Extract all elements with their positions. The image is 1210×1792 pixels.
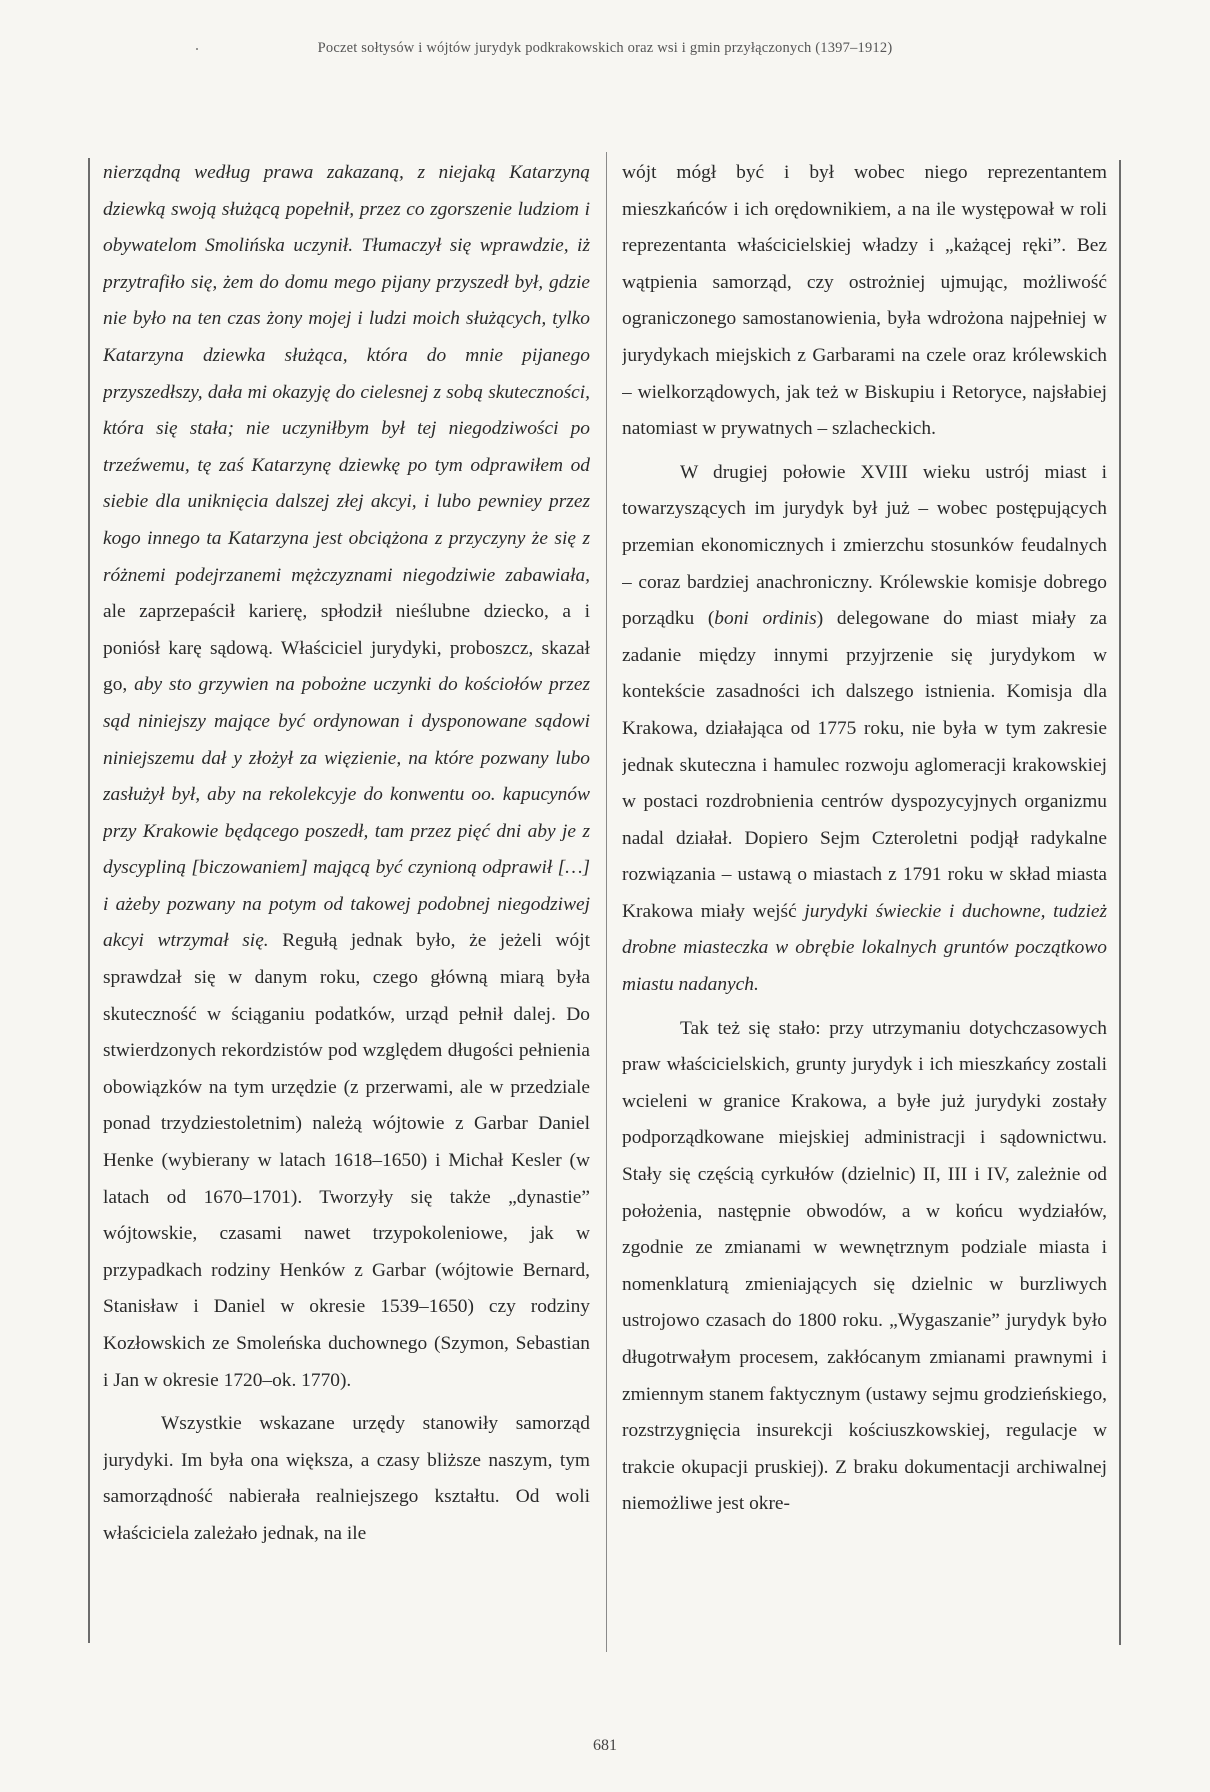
left-margin-rule	[88, 158, 90, 1643]
text-run: Wszystkie wskazane urzędy stanowiły samorząd jurydyki. Im była ona większa, a czasy bliższe naszym, tym samorządność nabierała realniejszego kształtu. Od woli właściciela zależało jednak, na ile	[103, 1413, 590, 1544]
left-text-column	[103, 155, 590, 1655]
right-margin-rule	[1119, 160, 1121, 1645]
text-run: wójt mógł być i był wobec niego reprezentantem mieszkańców i ich orędownikiem, a na ile występował w roli reprezentanta właścicielskiej władzy i „każącej ręki”. Bez wątpienia samorząd, czy ostrożniej ujmując, możliwość ograniczonego samostanowienia, była wdrożona najpełniej w jurydykach miejskich z Garbarami na czele oraz królewskich – wielkorządowych, jak też w Biskupiu i Retoryce, najsłabiej natomiast w prywatnych – szlacheckich.	[622, 162, 1107, 440]
text-paragraph	[622, 455, 1107, 1004]
text-run: ) delegowane do miast miały za zadanie między innymi przyjrzenie się jurydykom w kontekście zasadności ich dalszego istnienia. Komisja dla Krakowa, działająca od 1775 roku, nie była w tym zakresie jednak skuteczna i hamulec rozwoju aglomeracji krakowskiej w postaci rozdrobnienia centrów dyspozycyjnych organizmu nadal działał. Dopiero Sejm Czteroletni podjął radykalne rozwiązania – ustawą o miastach z 1791 roku w skład miasta Krakowa miały wejść	[622, 608, 1107, 922]
italic-quote: jurydyki świeckie i duchowne, tudzież drobne miasteczka w obrębie lokalnych gruntów początkowo miastu nadanych.	[622, 900, 1107, 996]
text-paragraph	[103, 1406, 590, 1552]
scan-speck	[196, 48, 198, 50]
running-header: Poczet sołtysów i wójtów jurydyk podkrakowskich oraz wsi i gmin przyłączonych (1397–1912)	[317, 40, 893, 56]
text-run: Tak też się stało: przy utrzymaniu dotychczasowych praw właścicielskich, grunty jurydyk i ich mieszkańcy zostali wcieleni w granice Krakowa, a byłe już jurydyki zostały podporządkowane miejskiej administracji i sądownictwu. Stały się częścią cyrkułów (dzielnic) II, III i IV, zależnie od położenia, następnie obwodów, a w końcu wydziałów, zgodnie ze zmianami w wewnętrznym podziale miasta i nomenklaturą zmieniających się dzielnic w burzliwych ustrojowo czasach do 1800 roku. „Wygaszanie” jurydyk było długotrwałym procesem, zakłócanym zmianami prawnymi i zmiennym stanem faktycznym (ustawy sejmu grodzieńskiego, rozstrzygnięcia insurekcji kościuszkowskiej, regulacje w trakcie okupacji pruskiej). Z braku dokumentacji archiwalnej niemożliwe jest okre-	[622, 1017, 1107, 1515]
italic-quote: aby sto grzywien na pobożne uczynki do kościołów przez sąd niniejszy mające być ordynowan i dysponowane sądowi niniejszemu dał y złożył za więzienie, na które pozwany lubo zasłużył był, aby na rekolekcyje do konwentu oo. kapucynów przy Krakowie będącego poszedł, tam przez pięć dni aby je z dyscypliną [biczowaniem] mającą być czynioną odprawił […] i ażeby pozwany na potym od takowej podobnej niegodziwej akcyi wtrzymał się.	[103, 674, 590, 952]
text-paragraph	[103, 155, 590, 1399]
right-text-column	[622, 155, 1107, 1655]
text-run: ale zaprzepaścił karierę, spłodził nieślubne dziecko, a i poniósł karę sądową. Właściciel jurydyki, proboszcz, skazał go,	[103, 601, 590, 696]
text-run: Regułą jednak było, że jeżeli wójt sprawdzał się w danym roku, czego główną miarą była skuteczność w ściąganiu podatków, urząd pełnił dalej. Do stwierdzonych rekordzistów pod względem długości pełnienia obowiązków na tym urzędzie (z przerwami, ale w przedziale ponad trzydziestoletnim) należą wójtowie z Garbar Daniel Henke (wybierany w latach 1618–1650) i Michał Kesler (w latach od 1670–1701). Tworzyły się także „dynastie” wójtowskie, czasami nawet trzypokoleniowe, jak w przypadkach rodziny Henków z Garbar (wójtowie Bernard, Stanisław i Daniel w okresie 1539–1650) czy rodziny Kozłowskich ze Smoleńska duchownego (Szymon, Sebastian i Jan w okresie 1720–ok. 1770).	[103, 930, 590, 1391]
italic-quote: nierządną według prawa zakazaną, z niejaką Katarzyną dziewką swoją służącą popełnił, przez co zgorszenie ludziom i obywatelom Smolińska uczynił. Tłumaczył się wprawdzie, iż przytrafiło się, żem do domu mego pijany przyszedł był, gdzie nie było na ten czas żony mojej i ludzi moich służących, tylko Katarzyna dziewka służąca, która do mnie pijanego przyszedłszy, dała mi okazyję do cielesnej z sobą skuteczności, która się stała; nie uczyniłbym był tej niegodziwości po trzeźwemu, tę zaś Katarzynę dziewkę po tym odprawiłem od siebie dla uniknięcia dalszej złej akcyi, i lubo pewniey przez kogo innego ta Katarzyna jest obciążona z przyczyny że się z różnemi podejrzanemi mężczyznami niegodziwie zabawiała,	[103, 162, 590, 586]
italic-quote: boni ordinis	[714, 608, 817, 630]
text-paragraph	[622, 155, 1107, 448]
page-number: 681	[593, 1737, 617, 1754]
text-run: W drugiej połowie XVIII wieku ustrój miast i towarzyszących im jurydyk był już – wobec postępujących przemian ekonomicznych i zmierzchu stosunków feudalnych – coraz bardziej anachroniczny. Królewskie komisje dobrego porządku (	[622, 461, 1107, 630]
column-divider	[606, 152, 607, 1652]
text-paragraph	[622, 1011, 1107, 1523]
